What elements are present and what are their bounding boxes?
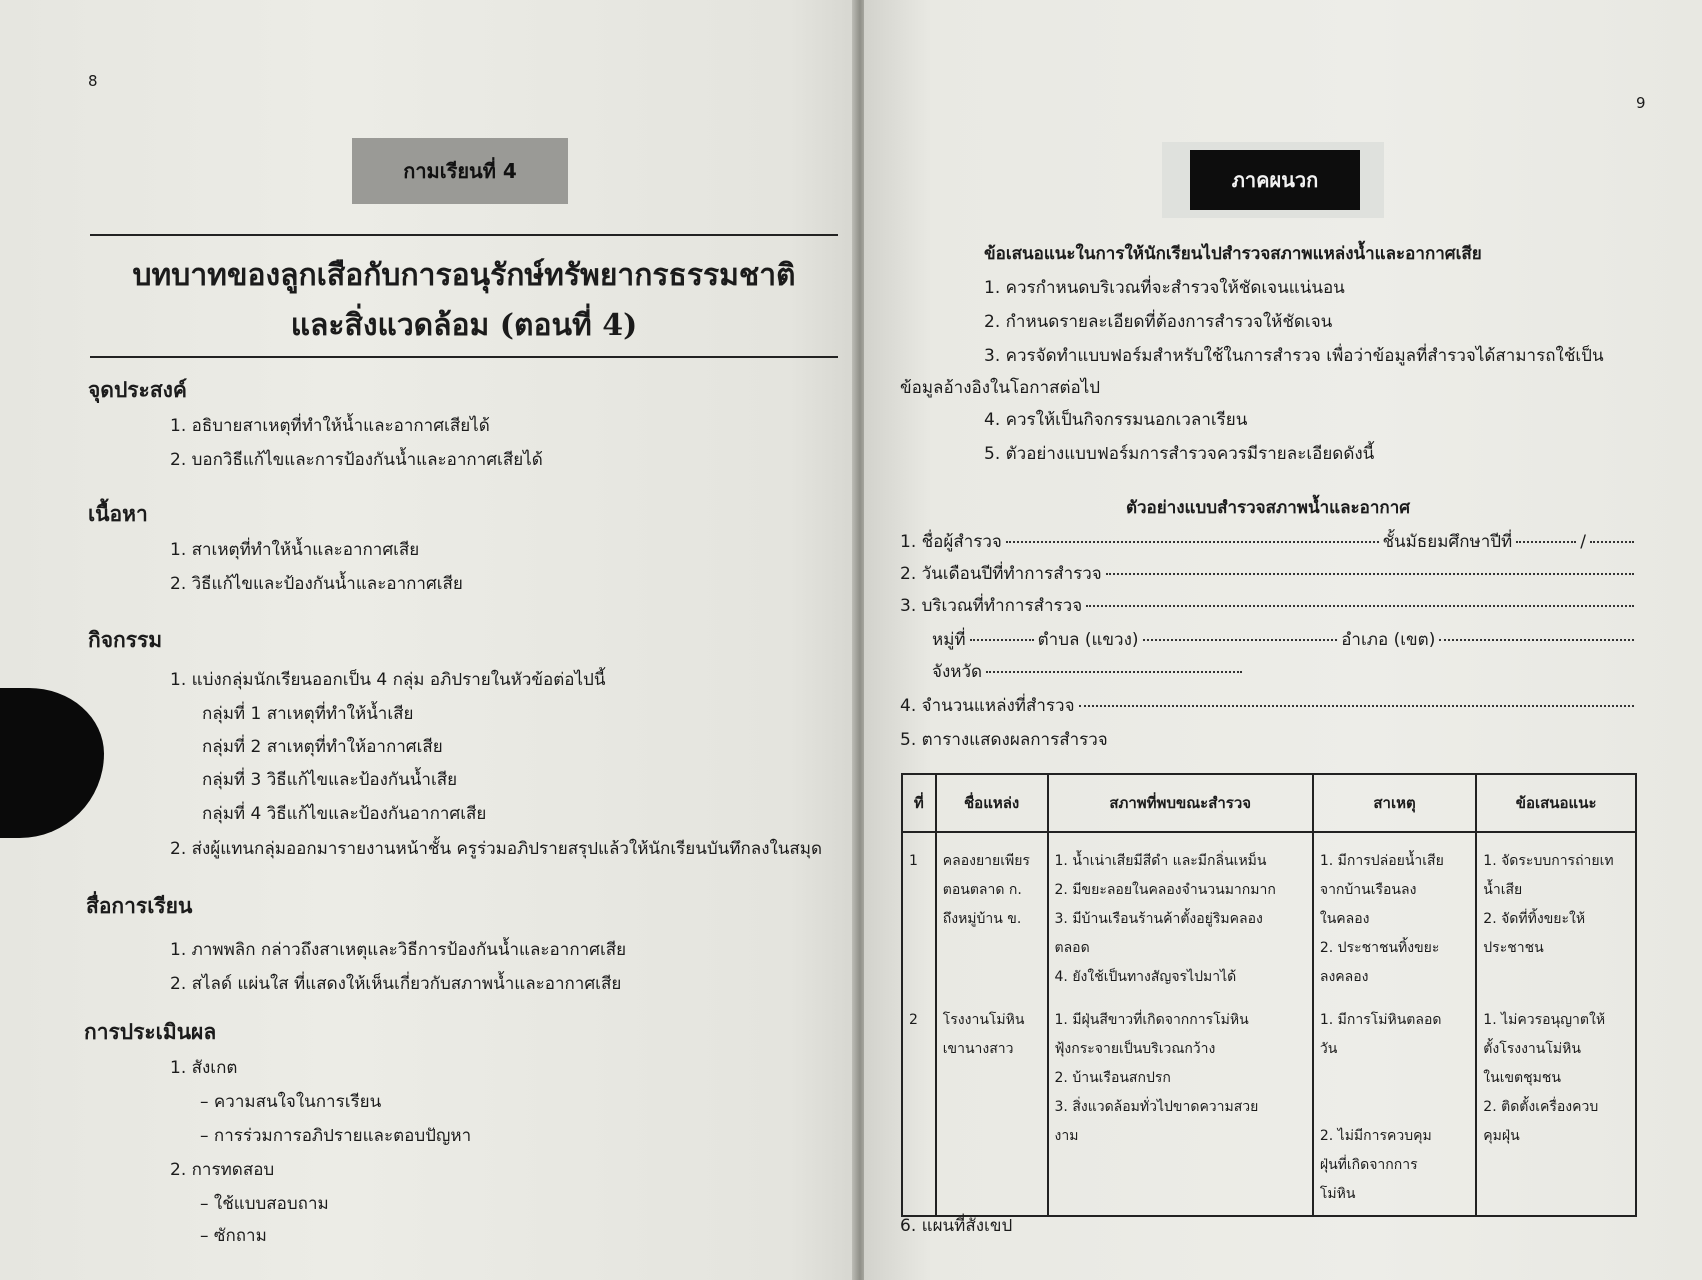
row-number: 2 <box>902 996 936 1216</box>
cell-line: งาม <box>1054 1128 1079 1144</box>
cell-line: ในคลอง <box>1319 911 1370 927</box>
form-label: / <box>1580 532 1586 552</box>
suggestion-item: 4. ควรให้เป็นกิจกรรมนอกเวลาเรียน <box>984 410 1248 430</box>
content-item: 1. สาเหตุที่ทำให้น้ำและอากาศเสีย <box>170 540 420 560</box>
cell-line: วัน <box>1319 1041 1338 1057</box>
activity-group: กลุ่มที่ 4 วิธีแก้ไขและป้องกันอากาศเสีย <box>202 804 487 824</box>
table-header: สภาพที่พบขณะสำรวจ <box>1048 774 1313 832</box>
cell-line: ตลอด <box>1054 940 1090 956</box>
activity-group: กลุ่มที่ 2 สาเหตุที่ทำให้อากาศเสีย <box>202 737 443 757</box>
cell-line: เขานางสาว <box>942 1041 1014 1057</box>
suggestion-item: 2. กำหนดรายละเอียดที่ต้องการสำรวจให้ชัดเจน <box>984 312 1333 332</box>
objective-item: 2. บอกวิธีแก้ไขและการป้องกันน้ำและอากาศเสียได้ <box>170 450 543 470</box>
table-header: สาเหตุ <box>1313 774 1476 832</box>
dotted-line <box>1590 541 1634 543</box>
form-field-surveyor <box>900 528 1638 555</box>
suggestion-item: 5. ตัวอย่างแบบฟอร์มการสำรวจควรมีรายละเอียดดังนี้ <box>984 444 1375 464</box>
dotted-line <box>1516 541 1576 543</box>
source-name-cell <box>936 996 1048 1216</box>
dotted-line <box>1086 605 1634 607</box>
cell-line <box>1320 1064 1469 1093</box>
cell-line: 2. บ้านเรือนสกปรก <box>1054 1070 1171 1086</box>
cell-line: 1. น้ำเน่าเสียมีสีดำ และมีกลิ่นเหม็น <box>1054 853 1267 869</box>
cell-line: 2. ติดตั้งเครื่องควบ <box>1483 1099 1599 1115</box>
activity-item: 2. ส่งผู้แทนกลุ่มออกมารายงานหน้าชั้น ครูร่วมอภิปรายสรุปแล้วให้นักเรียนบันทึกลงในสมุด <box>170 839 823 859</box>
page-number: 8 <box>88 72 98 90</box>
cell-line: จากบ้านเรือนลง <box>1319 882 1417 898</box>
objective-item: 1. อธิบายสาเหตุที่ทำให้น้ำและอากาศเสียได้ <box>170 416 490 436</box>
cell-line: ลงคลอง <box>1319 969 1369 985</box>
source-name-cell <box>936 832 1048 996</box>
suggestion-item-continued: ข้อมูลอ้างอิงในโอกาสต่อไป <box>900 378 1101 398</box>
table-header: ที่ <box>902 774 936 832</box>
dotted-line <box>986 671 1242 673</box>
evaluation-subitem: – ใช้แบบสอบถาม <box>200 1194 329 1214</box>
cell-line: 2. มีขยะลอยในคลองจำนวนมากมาก <box>1054 882 1276 898</box>
table-header: ข้อเสนอแนะ <box>1476 774 1636 832</box>
media-heading: สื่อการเรียน <box>86 894 193 918</box>
form-field-province <box>932 658 1246 685</box>
title-bottom-rule <box>90 356 838 358</box>
form-field-map: 6. แผนที่สังเขป <box>900 1216 1013 1236</box>
appendix-label: ภาคผนวก <box>1190 150 1360 210</box>
dotted-line <box>1106 573 1634 575</box>
cell-line: โรงงานโม่หิน <box>942 1012 1025 1028</box>
condition-cell <box>1048 996 1313 1216</box>
cell-line: ฝุ่นที่เกิดจากการ <box>1319 1157 1418 1173</box>
evaluation-subitem: – ความสนใจในการเรียน <box>200 1092 382 1112</box>
cell-line: 2. ประชาชนทิ้งขยะ <box>1319 940 1440 956</box>
evaluation-item: 2. การทดสอบ <box>170 1160 275 1180</box>
table-row <box>902 832 1636 996</box>
lesson-title-line1: บทบาทของลูกเสือกับการอนุรักษ์ทรัพยากรธรรมชาติ <box>132 258 796 293</box>
objectives-heading: จุดประสงค์ <box>88 378 187 402</box>
dotted-line <box>1079 705 1634 707</box>
form-label: อำเภอ (เขต) <box>1341 630 1436 650</box>
cause-cell <box>1313 832 1476 996</box>
form-label: จังหวัด <box>932 662 983 682</box>
cell-line: 1. มีฝุ่นสีขาวที่เกิดจากการโม่หิน <box>1054 1012 1249 1028</box>
suggestion-heading: ข้อเสนอแนะในการให้นักเรียนไปสำรวจสภาพแหล่งน้ำและอากาศเสีย <box>984 244 1482 264</box>
dotted-line <box>970 639 1034 641</box>
lesson-label: กามเรียนที่ 4 <box>352 138 568 204</box>
suggestion-item: 1. ควรกำหนดบริเวณที่จะสำรวจให้ชัดเจนแน่นอน <box>984 278 1345 298</box>
cell-line: ตั้งโรงงานโม่หิน <box>1483 1041 1581 1057</box>
cell-line: 2. ไม่มีการควบคุม <box>1319 1128 1432 1144</box>
dotted-line <box>1006 541 1379 543</box>
evaluation-heading: การประเมินผล <box>84 1020 217 1044</box>
title-top-rule <box>90 234 838 236</box>
form-field-table-label: 5. ตารางแสดงผลการสำรวจ <box>900 730 1108 750</box>
cell-line: 2. จัดที่ทิ้งขยะให้ <box>1483 911 1586 927</box>
cell-line: 3. มีบ้านเรือนร้านค้าตั้งอยู่ริมคลอง <box>1054 911 1263 927</box>
activity-group: กลุ่มที่ 3 วิธีแก้ไขและป้องกันน้ำเสีย <box>202 770 458 790</box>
cell-line: 4. ยังใช้เป็นทางสัญจรไปมาได้ <box>1054 969 1237 985</box>
cell-line: ฟุ้งกระจายเป็นบริเวณกว้าง <box>1054 1041 1216 1057</box>
activity-item: 1. แบ่งกลุ่มนักเรียนออกเป็น 4 กลุ่ม อภิปรายในหัวข้อต่อไปนี้ <box>170 670 606 690</box>
evaluation-subitem: – ซักถาม <box>200 1226 267 1246</box>
suggestion-cell <box>1476 832 1636 996</box>
form-field-date <box>900 560 1638 587</box>
form-label: 1. ชื่อผู้สำรวจ <box>900 532 1002 552</box>
cell-line: 1. จัดระบบการถ่ายเท <box>1483 853 1614 869</box>
form-title: ตัวอย่างแบบสำรวจสภาพน้ำและอากาศ <box>1125 498 1411 518</box>
cell-line: ตอนตลาด ก. <box>942 882 1022 898</box>
form-field-area <box>900 592 1638 619</box>
content-heading: เนื้อหา <box>88 502 148 526</box>
condition-cell <box>1048 832 1313 996</box>
cell-line: คลองยายเพียร <box>942 853 1030 869</box>
activity-group: กลุ่มที่ 1 สาเหตุที่ทำให้น้ำเสีย <box>202 704 414 724</box>
activities-heading: กิจกรรม <box>88 628 163 652</box>
form-label: ตำบล (แขวง) <box>1037 630 1139 650</box>
table-header: ชื่อแหล่ง <box>936 774 1048 832</box>
cell-line: ถึงหมู่บ้าน ข. <box>942 911 1022 927</box>
dotted-line <box>1143 639 1338 641</box>
table-row <box>902 996 1636 1216</box>
media-item: 1. ภาพพลิก กล่าวถึงสาเหตุและวิธีการป้องกันน้ำและอากาศเสีย <box>170 940 627 960</box>
cell-line <box>1320 1093 1469 1122</box>
content-item: 2. วิธีแก้ไขและป้องกันน้ำและอากาศเสีย <box>170 574 463 594</box>
form-label: ชั้นมัธยมศึกษาปีที่ <box>1382 532 1513 552</box>
form-label: 2. วันเดือนปีที่ทำการสำรวจ <box>900 564 1102 584</box>
suggestion-cell <box>1476 996 1636 1216</box>
row-number: 1 <box>902 832 936 996</box>
form-label: 4. จำนวนแหล่งที่สำรวจ <box>900 696 1075 716</box>
lesson-title-line2: และสิ่งแวดล้อม (ตอนที่ 4) <box>290 308 638 343</box>
media-item: 2. สไลด์ แผ่นใส ที่แสดงให้เห็นเกี่ยวกับสภาพน้ำและอากาศเสีย <box>170 974 622 994</box>
cell-line: น้ำเสีย <box>1483 882 1523 898</box>
dotted-line <box>1439 639 1634 641</box>
thumb-shadow <box>0 688 104 838</box>
evaluation-subitem: – การร่วมการอภิปรายและตอบปัญหา <box>200 1126 472 1146</box>
cell-line: ประชาชน <box>1483 940 1544 956</box>
cell-line: 1. ไม่ควรอนุญาตให้ <box>1483 1012 1606 1028</box>
cell-line: ในเขตชุมชน <box>1483 1070 1561 1086</box>
form-label: 3. บริเวณที่ทำการสำรวจ <box>900 596 1083 616</box>
cell-line: โม่หิน <box>1319 1186 1356 1202</box>
cell-line: 1. มีการโม่หินตลอด <box>1319 1012 1442 1028</box>
table-header-row <box>902 774 1636 832</box>
cause-cell <box>1313 996 1476 1216</box>
evaluation-item: 1. สังเกต <box>170 1058 238 1078</box>
survey-table <box>901 773 1637 1217</box>
cell-line: 3. สิ่งแวดล้อมทั่วไปขาดความสวย <box>1054 1099 1259 1115</box>
page-number: 9 <box>1636 94 1646 112</box>
suggestion-item: 3. ควรจัดทำแบบฟอร์มสำหรับใช้ในการสำรวจ เพื่อว่าข้อมูลที่สำรวจได้สามารถใช้เป็น <box>984 346 1604 366</box>
cell-line: คุมฝุ่น <box>1483 1128 1520 1144</box>
form-field-source-count <box>900 692 1638 719</box>
form-label: หมู่ที่ <box>932 630 966 650</box>
form-field-address <box>932 626 1638 653</box>
cell-line: 1. มีการปล่อยน้ำเสีย <box>1319 853 1444 869</box>
